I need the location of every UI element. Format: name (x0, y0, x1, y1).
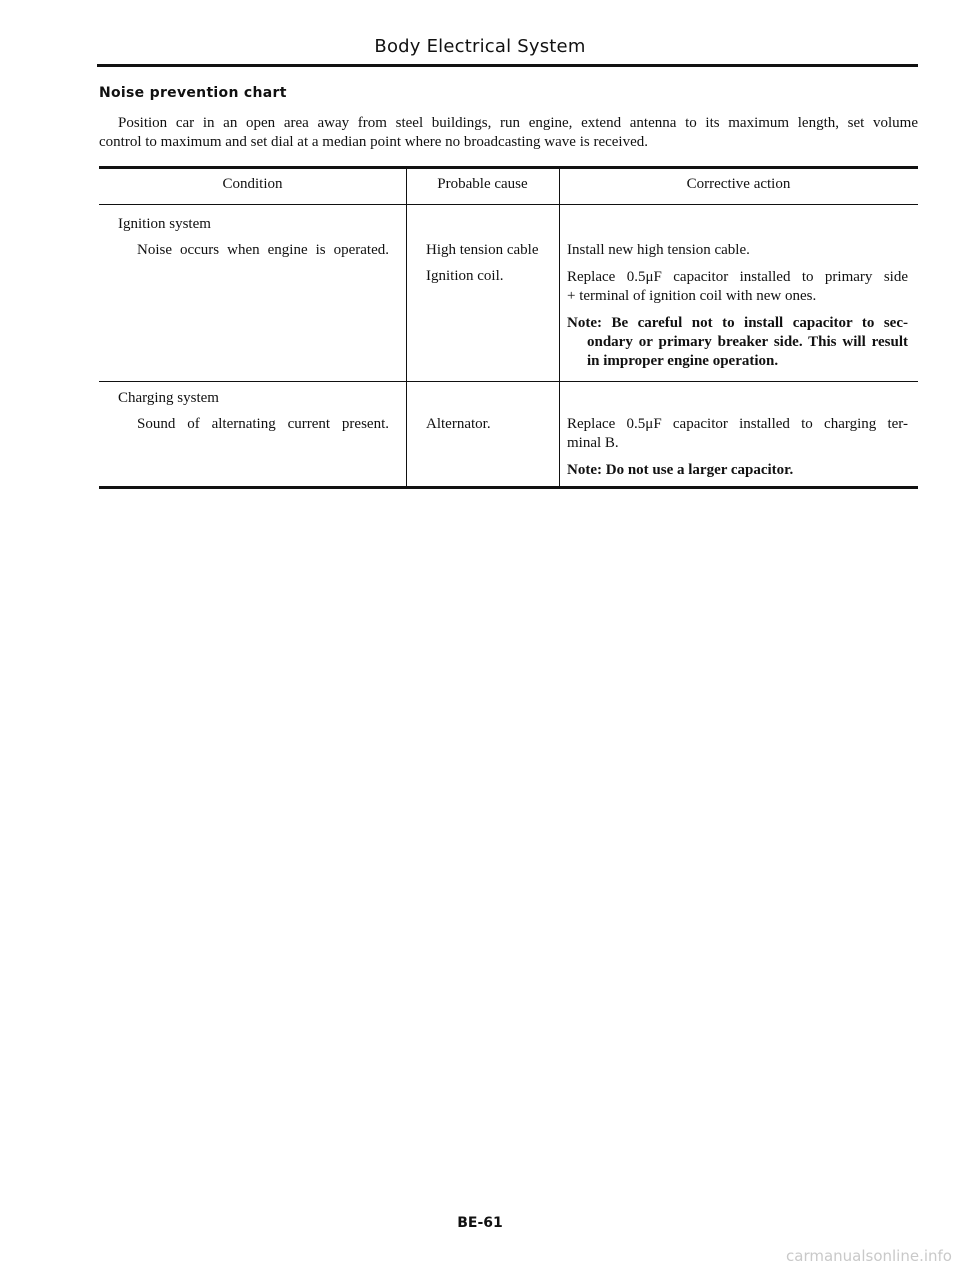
action-line: + terminal of ignition coil with new ones. (567, 288, 817, 304)
intro-line-2: control to maximum and set dial at a median point where no broadcasting wave is received. (99, 134, 648, 150)
table-row-divider (99, 381, 918, 382)
action-text: Install new high tension cable. (567, 242, 750, 258)
watermark: carmanualsonline.info (786, 1247, 952, 1265)
column-header-probable-cause: Probable cause (437, 176, 528, 192)
corrective-action-block (567, 415, 908, 488)
note-line: in improper engine operation. (587, 353, 779, 369)
page-title: Body Electrical System (374, 36, 586, 57)
group-label-ignition-system: Ignition system (118, 216, 211, 232)
intro-paragraph (99, 114, 918, 152)
action-line: Replace 0.5μF capacitor installed to charging ter- (567, 416, 908, 432)
action-text (567, 268, 908, 306)
cause-text: Ignition coil. (426, 268, 504, 284)
corrective-action-block (567, 241, 908, 379)
section-title: Noise prevention chart (99, 85, 287, 101)
cause-text: High tension cable (426, 242, 539, 258)
note-text: Note: Do not use a larger capacitor. (567, 462, 794, 478)
condition-text: Sound of alternating current present. (137, 416, 389, 432)
action-text (567, 415, 908, 453)
column-divider (559, 168, 560, 486)
condition-text: Noise occurs when engine is operated. (137, 242, 389, 258)
note-text (567, 314, 908, 371)
column-header-condition: Condition (222, 176, 283, 192)
group-label-charging-system: Charging system (118, 390, 219, 406)
table-header-rule (99, 204, 918, 205)
column-divider (406, 168, 407, 486)
action-line: Replace 0.5μF capacitor installed to primary side (567, 269, 908, 285)
page-number: BE-61 (457, 1215, 503, 1231)
intro-line-1: Position car in an open area away from steel buildings, run engine, extend antenna to its maximum length, set volume (118, 115, 918, 131)
column-header-corrective-action: Corrective action (686, 176, 791, 192)
cause-text: Alternator. (426, 416, 491, 432)
header-rule (97, 64, 918, 67)
action-line: minal B. (567, 435, 619, 451)
note-line: Note: Be careful not to install capacitor to sec- (567, 315, 908, 331)
note-line: ondary or primary breaker side. This will result (587, 334, 908, 350)
table-top-rule (99, 166, 918, 169)
